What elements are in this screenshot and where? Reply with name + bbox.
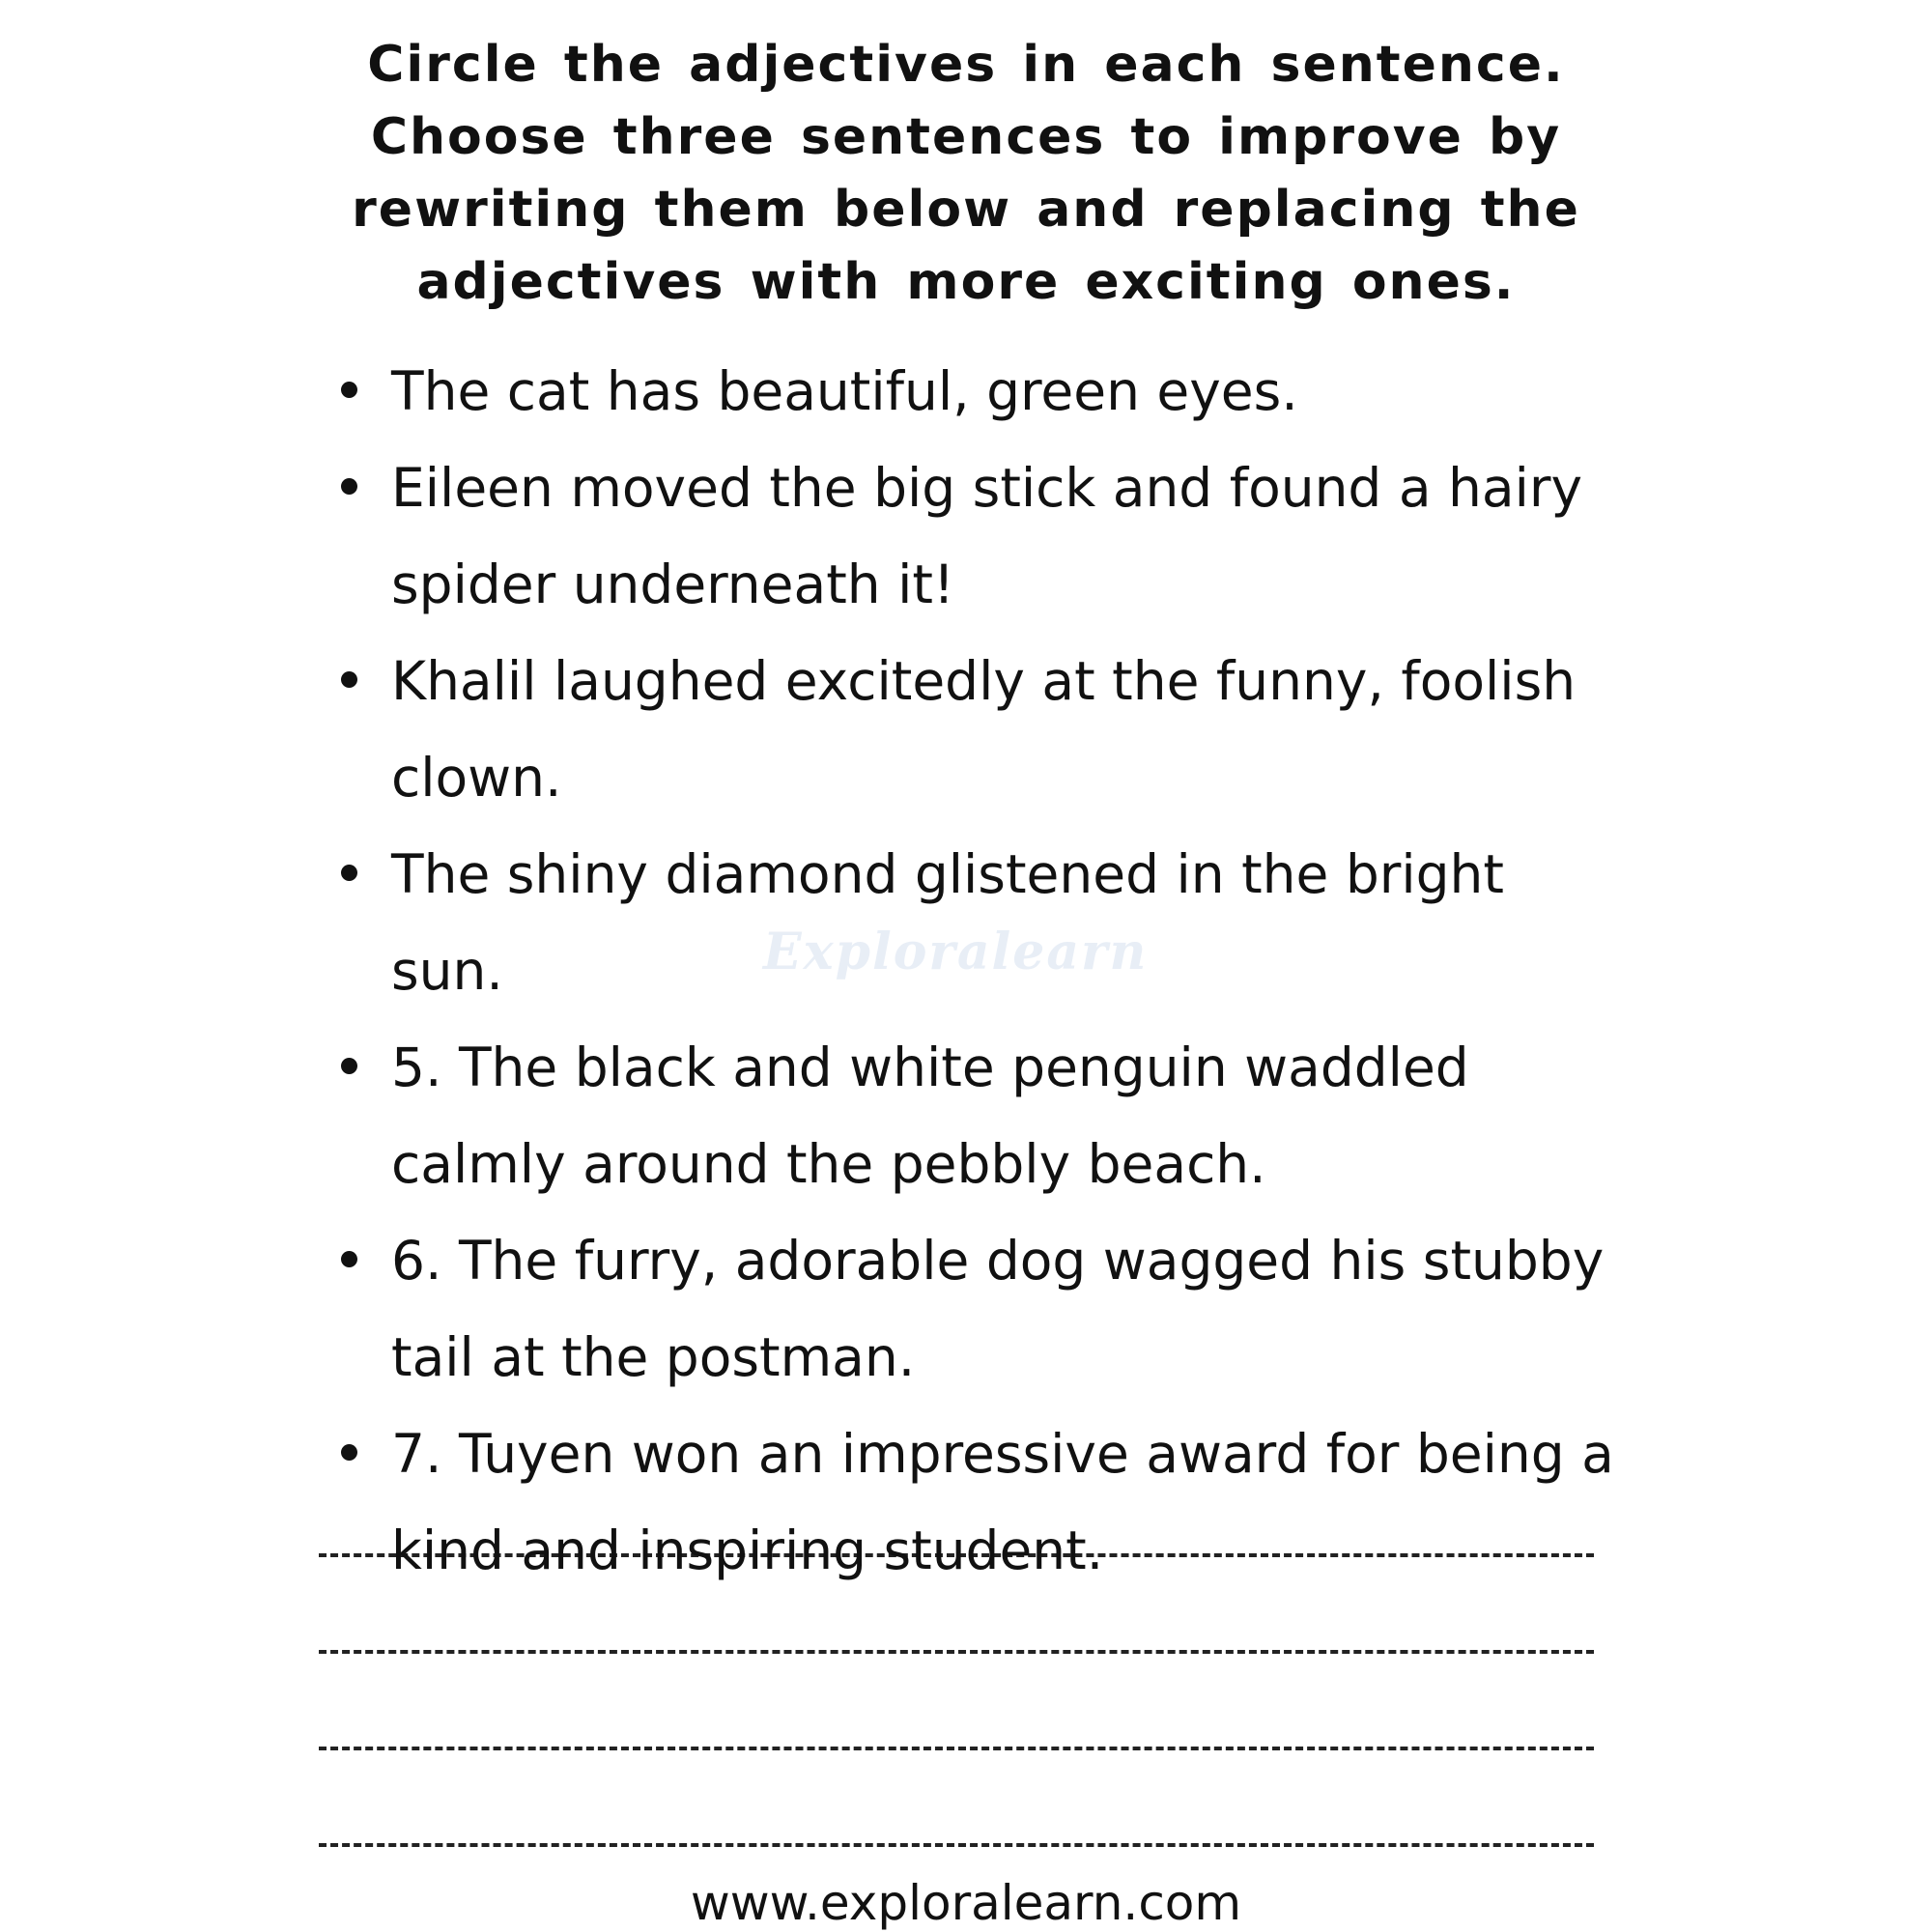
bullet-icon [341, 1444, 357, 1461]
sentence-text: Khalil laughed excitedly at the funny, foolish clown. [391, 650, 1577, 809]
list-item [333, 343, 1618, 440]
dashed-rule [319, 1650, 1594, 1654]
dashed-rule [319, 1747, 1594, 1750]
sentence-text: The cat has beautiful, green eyes. [391, 360, 1298, 422]
watermark-logo: Exploralearn [763, 923, 1149, 981]
sentence-text: 5. The black and white penguin waddled calmly around the pebbly beach. [391, 1037, 1469, 1195]
dashed-rule [319, 1843, 1594, 1847]
sentence-text: 6. The furry, adorable dog wagged his stubby tail at the postman. [391, 1230, 1605, 1388]
list-item [333, 440, 1618, 633]
bullet-icon [341, 382, 357, 398]
writing-line [319, 1727, 1594, 1824]
sentence-text: 7. Tuyen won an impressive award for being a kind and inspiring student. [391, 1423, 1614, 1581]
bullet-icon [341, 478, 357, 495]
bullet-icon [341, 1251, 357, 1267]
bullet-icon [341, 671, 357, 688]
bullet-icon [341, 1058, 357, 1074]
list-item [333, 1019, 1618, 1212]
list-item [333, 633, 1618, 826]
bullet-icon [341, 865, 357, 881]
list-item [333, 1406, 1618, 1599]
sentence-text: Eileen moved the big stick and found a hairy spider underneath it! [391, 457, 1583, 615]
instructions-heading: Circle the adjectives in each sentence. Choose three sentences to improve by rewriting them below and replacing the adjectives with more exciting ones. [352, 36, 1580, 311]
list-item [333, 1212, 1618, 1406]
footer-url: www.exploralearn.com [690, 1875, 1242, 1931]
sentence-list [333, 343, 1618, 1599]
sentence-text: The shiny diamond glistened in the bright sun. [391, 843, 1504, 1002]
list-item [333, 826, 1618, 1019]
writing-line [319, 1631, 1594, 1727]
